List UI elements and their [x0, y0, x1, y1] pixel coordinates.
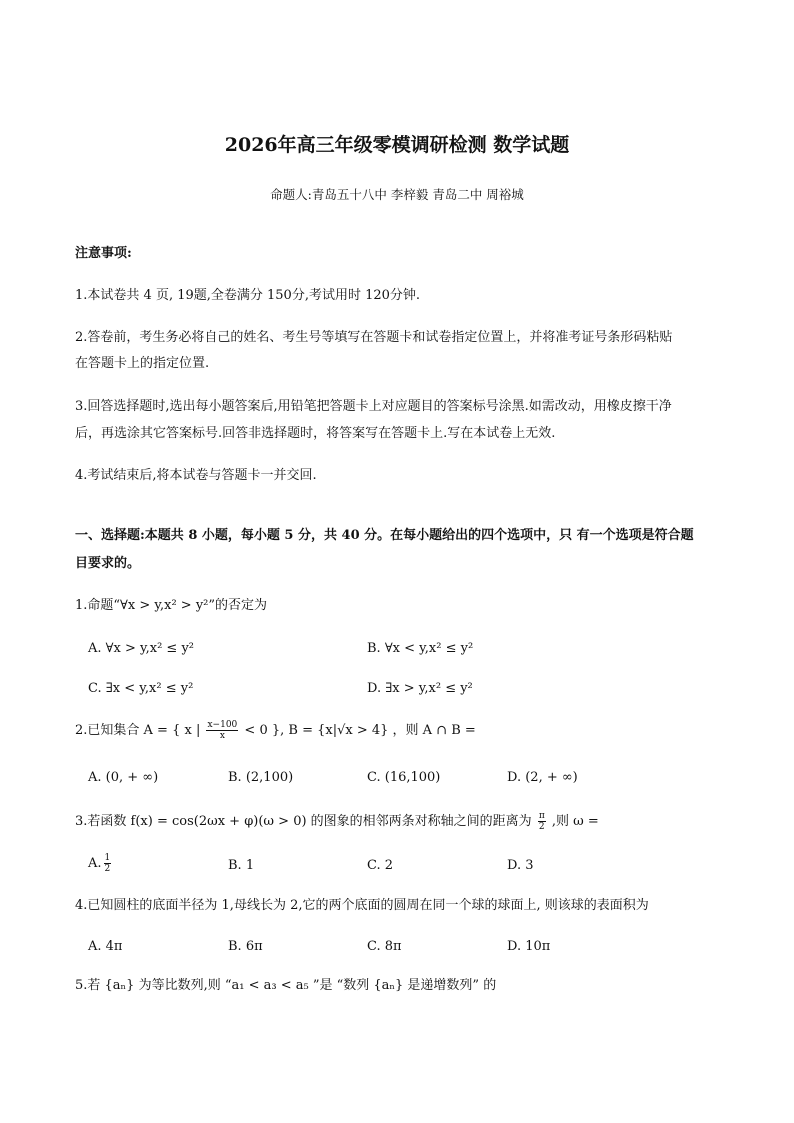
question-2-stem-part-b: < 0 }, B = {x|√x > 4} ，则 A ∩ B =: [244, 723, 476, 738]
fraction-numerator: π: [538, 811, 545, 821]
question-1-option-d: D. ∃x > y,x² ≤ y²: [367, 681, 473, 696]
question-3-option-a: [88, 853, 113, 874]
fraction-denominator: x: [219, 731, 225, 741]
question-3-stem-part-b: ,则 ω =: [551, 814, 599, 829]
question-5-stem: 5.若 {aₙ} 为等比数列,则 “a₁ < a₃ < a₅ ”是 “数列 {aₙ} 是递增数列” 的: [75, 978, 497, 993]
section-heading: 一、选择题:本题共 8 小题，每小题 5 分，共 40 分。在每小题给出的四个选项中，只 有一个选项是符合题: [75, 528, 694, 543]
question-1-option-c: C. ∃x < y,x² ≤ y²: [88, 681, 194, 696]
question-4-option-a: A. 4π: [88, 939, 123, 954]
question-1-option-a: A. ∀x > y,x² ≤ y²: [88, 641, 194, 656]
question-3-option-c: C. 2: [367, 858, 394, 873]
notice-item-1: 1.本试卷共 4 页, 19题,全卷满分 150分,考试用时 120分钟.: [75, 288, 421, 303]
question-3-fraction: [538, 811, 546, 832]
question-2-stem-part-a: 2.已知集合 A = { x |: [75, 723, 201, 738]
option-a-fraction: [104, 853, 112, 874]
fraction-numerator: 1: [104, 853, 111, 863]
fraction-denominator: 2: [104, 864, 111, 874]
notice-item-2: 2.答卷前，考生务必将自己的姓名、考生号等填写在答题卡和试卷指定位置上，并将准考证号条形码粘贴: [75, 330, 673, 345]
question-2-option-b: B. (2,100): [228, 770, 294, 785]
page-title: 2026年高三年级零模调研检测 数学试题: [224, 134, 570, 156]
notice-item-4: 4.考试结束后,将本试卷与答题卡一并交回.: [75, 468, 317, 483]
fraction-numerator: x−100: [207, 720, 238, 730]
question-2-stem: [75, 720, 476, 741]
question-2-option-d: D. (2, + ∞): [507, 770, 578, 785]
notice-item-3: 3.回答选择题时,选出每小题答案后,用铅笔把答题卡上对应题目的答案标号涂黑.如需改动，用橡皮擦干净: [75, 399, 672, 414]
question-2-option-c: C. (16,100): [367, 770, 441, 785]
question-2-fraction: [206, 720, 238, 741]
option-label: A.: [88, 856, 102, 871]
author-line: 命题人:青岛五十八中 李梓毅 青岛二中 周裕城: [270, 187, 524, 202]
question-3-option-d: D. 3: [507, 858, 534, 873]
notice-item-2-cont: 在答题卡上的指定位置.: [75, 356, 210, 371]
question-4-option-c: C. 8π: [367, 939, 402, 954]
question-3-option-b: B. 1: [228, 858, 255, 873]
question-1-option-b: B. ∀x < y,x² ≤ y²: [367, 641, 474, 656]
question-4-option-b: B. 6π: [228, 939, 263, 954]
notice-heading: 注意事项:: [75, 246, 132, 261]
fraction-denominator: 2: [538, 822, 545, 832]
section-heading-cont: 目要求的。: [75, 556, 141, 571]
question-4-option-d: D. 10π: [507, 939, 551, 954]
question-2-option-a: A. (0, + ∞): [88, 770, 159, 785]
question-3-stem-part-a: 3.若函数 f(x) = cos(2ωx + φ)(ω > 0) 的图象的相邻两条对称轴之间的距离为: [75, 814, 532, 829]
question-4-stem: 4.已知圆柱的底面半径为 1,母线长为 2,它的两个底面的圆周在同一个球的球面上, 则该球的表面积为: [75, 898, 649, 913]
question-3-stem: [75, 811, 599, 832]
question-1-stem: 1.命题“∀x > y,x² > y²”的否定为: [75, 598, 268, 613]
notice-item-3-cont: 后，再选涂其它答案标号.回答非选择题时，将答案写在答题卡上.写在本试卷上无效.: [75, 426, 556, 441]
